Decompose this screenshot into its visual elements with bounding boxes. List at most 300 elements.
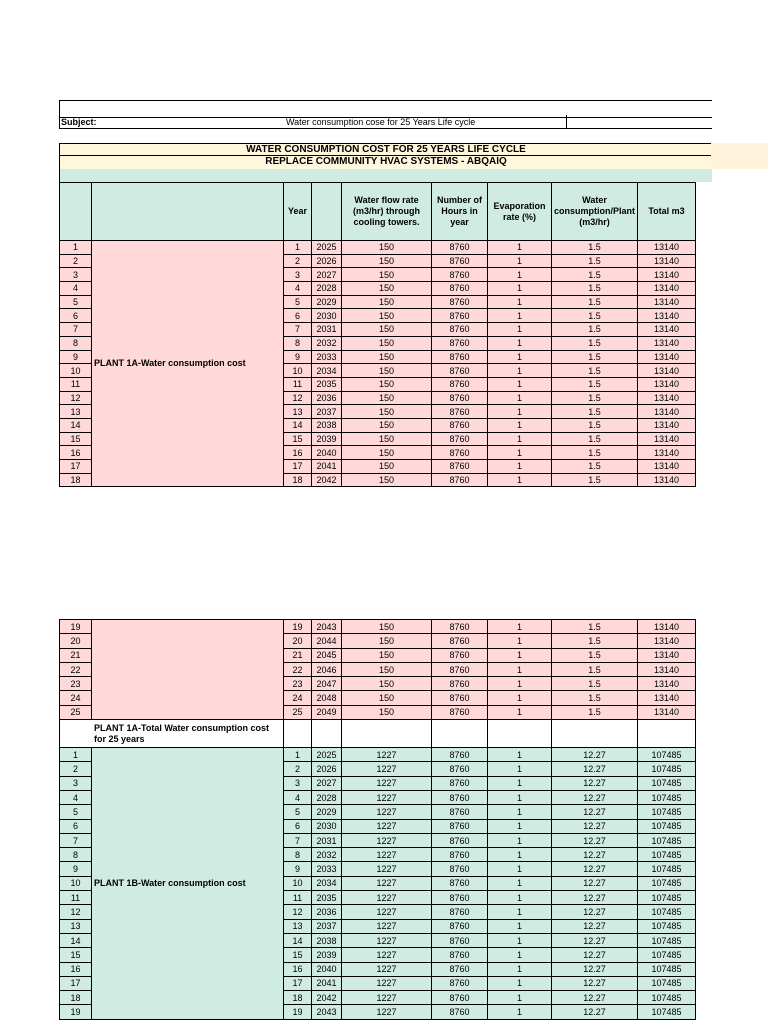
row-number: 18	[284, 991, 312, 1005]
row-wc: 1.5	[552, 254, 638, 268]
row-hours: 8760	[432, 1005, 488, 1019]
row-number: 8	[284, 848, 312, 862]
row-number: 7	[284, 323, 312, 337]
row-hours: 8760	[432, 833, 488, 847]
header-evap: Evaporation rate (%)	[488, 183, 552, 241]
plant-label-empty	[92, 620, 284, 720]
row-wc: 12.27	[552, 905, 638, 919]
row-total: 13140	[638, 282, 696, 296]
subject-label: Subject:	[61, 117, 97, 127]
row-flow: 1227	[342, 962, 432, 976]
table-row	[60, 241, 696, 255]
row-year: 2031	[312, 833, 342, 847]
row-evap: 1	[488, 295, 552, 309]
row-evap: 1	[488, 377, 552, 391]
row-year: 2039	[312, 948, 342, 962]
header-strip	[59, 169, 712, 182]
row-number: 24	[284, 691, 312, 705]
row-index: 14	[60, 418, 92, 432]
row-index: 7	[60, 323, 92, 337]
row-index: 14	[60, 933, 92, 947]
row-wc: 1.5	[552, 662, 638, 676]
row-index: 16	[60, 446, 92, 460]
row-hours: 8760	[432, 377, 488, 391]
row-hours: 8760	[432, 634, 488, 648]
row-flow: 150	[342, 268, 432, 282]
row-year: 2032	[312, 336, 342, 350]
total-cell	[488, 720, 552, 748]
row-evap: 1	[488, 691, 552, 705]
row-evap: 1	[488, 748, 552, 762]
row-year: 2031	[312, 323, 342, 337]
subject-divider	[566, 115, 567, 128]
row-hours: 8760	[432, 705, 488, 719]
row-hours: 8760	[432, 405, 488, 419]
row-index: 19	[60, 620, 92, 634]
row-number: 3	[284, 776, 312, 790]
row-year: 2035	[312, 377, 342, 391]
row-flow: 150	[342, 677, 432, 691]
row-total: 107485	[638, 819, 696, 833]
total-cell	[312, 720, 342, 748]
row-evap: 1	[488, 336, 552, 350]
row-total: 13140	[638, 620, 696, 634]
row-wc: 1.5	[552, 295, 638, 309]
table-plant-1a-part1	[59, 182, 696, 487]
row-flow: 1227	[342, 948, 432, 962]
row-index: 12	[60, 905, 92, 919]
row-total: 13140	[638, 336, 696, 350]
row-year: 2037	[312, 405, 342, 419]
row-year: 2043	[312, 620, 342, 634]
row-wc: 1.5	[552, 705, 638, 719]
row-index: 13	[60, 919, 92, 933]
row-number: 21	[284, 648, 312, 662]
row-evap: 1	[488, 473, 552, 487]
row-flow: 1227	[342, 933, 432, 947]
row-evap: 1	[488, 391, 552, 405]
row-evap: 1	[488, 891, 552, 905]
row-year: 2028	[312, 790, 342, 804]
row-wc: 1.5	[552, 418, 638, 432]
row-number: 10	[284, 364, 312, 378]
table-plant-1a-part2	[59, 619, 696, 1020]
row-number: 18	[284, 473, 312, 487]
row-number: 3	[284, 268, 312, 282]
row-wc: 1.5	[552, 364, 638, 378]
header-year-value	[312, 183, 342, 241]
row-wc: 12.27	[552, 976, 638, 990]
row-number: 17	[284, 460, 312, 474]
row-index: 25	[60, 705, 92, 719]
row-year: 2041	[312, 460, 342, 474]
row-number: 5	[284, 805, 312, 819]
row-year: 2025	[312, 241, 342, 255]
row-hours: 8760	[432, 819, 488, 833]
row-year: 2030	[312, 819, 342, 833]
row-total: 13140	[638, 391, 696, 405]
row-flow: 1227	[342, 790, 432, 804]
row-year: 2034	[312, 364, 342, 378]
row-hours: 8760	[432, 268, 488, 282]
row-index: 1	[60, 241, 92, 255]
row-wc: 12.27	[552, 876, 638, 890]
title-divider	[59, 155, 711, 156]
row-flow: 150	[342, 309, 432, 323]
row-total: 13140	[638, 418, 696, 432]
row-flow: 150	[342, 350, 432, 364]
row-evap: 1	[488, 350, 552, 364]
row-total: 13140	[638, 364, 696, 378]
row-total: 13140	[638, 323, 696, 337]
row-hours: 8760	[432, 620, 488, 634]
row-number: 17	[284, 976, 312, 990]
row-wc: 12.27	[552, 805, 638, 819]
row-hours: 8760	[432, 350, 488, 364]
row-wc: 12.27	[552, 762, 638, 776]
row-wc: 1.5	[552, 377, 638, 391]
row-hours: 8760	[432, 933, 488, 947]
row-wc: 1.5	[552, 268, 638, 282]
row-flow: 1227	[342, 991, 432, 1005]
row-wc: 12.27	[552, 833, 638, 847]
row-flow: 1227	[342, 805, 432, 819]
row-index: 15	[60, 948, 92, 962]
total-cell	[552, 720, 638, 748]
row-year: 2038	[312, 933, 342, 947]
row-hours: 8760	[432, 991, 488, 1005]
row-index: 9	[60, 350, 92, 364]
row-hours: 8760	[432, 418, 488, 432]
row-index: 13	[60, 405, 92, 419]
row-year: 2029	[312, 295, 342, 309]
row-hours: 8760	[432, 876, 488, 890]
row-evap: 1	[488, 620, 552, 634]
row-year: 2037	[312, 919, 342, 933]
table-row	[60, 748, 696, 762]
row-year: 2041	[312, 976, 342, 990]
row-index: 2	[60, 254, 92, 268]
row-year: 2033	[312, 350, 342, 364]
row-flow: 150	[342, 634, 432, 648]
row-year: 2038	[312, 418, 342, 432]
row-wc: 12.27	[552, 948, 638, 962]
header-label	[92, 183, 284, 241]
row-flow: 150	[342, 648, 432, 662]
row-index: 17	[60, 976, 92, 990]
row-flow: 150	[342, 282, 432, 296]
row-index: 22	[60, 662, 92, 676]
row-year: 2039	[312, 432, 342, 446]
row-flow: 1227	[342, 1005, 432, 1019]
row-evap: 1	[488, 833, 552, 847]
row-flow: 150	[342, 241, 432, 255]
row-evap: 1	[488, 790, 552, 804]
row-flow: 150	[342, 473, 432, 487]
row-hours: 8760	[432, 962, 488, 976]
row-hours: 8760	[432, 790, 488, 804]
row-number: 15	[284, 432, 312, 446]
row-total: 107485	[638, 976, 696, 990]
row-index: 11	[60, 891, 92, 905]
row-year: 2044	[312, 634, 342, 648]
row-hours: 8760	[432, 432, 488, 446]
row-evap: 1	[488, 762, 552, 776]
row-wc: 1.5	[552, 677, 638, 691]
row-year: 2030	[312, 309, 342, 323]
row-evap: 1	[488, 919, 552, 933]
row-year: 2028	[312, 282, 342, 296]
row-number: 23	[284, 677, 312, 691]
row-index: 19	[60, 1005, 92, 1019]
row-evap: 1	[488, 634, 552, 648]
row-number: 6	[284, 819, 312, 833]
header-hours: Number of Hours in year	[432, 183, 488, 241]
row-total: 107485	[638, 762, 696, 776]
row-wc: 1.5	[552, 350, 638, 364]
row-total: 13140	[638, 705, 696, 719]
header-total: Total m3	[638, 183, 696, 241]
row-total: 107485	[638, 891, 696, 905]
row-year: 2033	[312, 862, 342, 876]
row-hours: 8760	[432, 691, 488, 705]
row-wc: 12.27	[552, 891, 638, 905]
row-number: 13	[284, 919, 312, 933]
row-year: 2026	[312, 762, 342, 776]
row-total: 107485	[638, 876, 696, 890]
row-number: 11	[284, 377, 312, 391]
row-wc: 12.27	[552, 848, 638, 862]
row-wc: 1.5	[552, 241, 638, 255]
row-evap: 1	[488, 323, 552, 337]
row-wc: 1.5	[552, 432, 638, 446]
row-number: 9	[284, 862, 312, 876]
row-wc: 1.5	[552, 634, 638, 648]
row-number: 16	[284, 962, 312, 976]
row-number: 11	[284, 891, 312, 905]
row-flow: 150	[342, 323, 432, 337]
row-number: 6	[284, 309, 312, 323]
row-total: 107485	[638, 848, 696, 862]
row-evap: 1	[488, 705, 552, 719]
row-wc: 1.5	[552, 460, 638, 474]
row-number: 13	[284, 405, 312, 419]
row-evap: 1	[488, 460, 552, 474]
total-cell	[638, 720, 696, 748]
row-number: 25	[284, 705, 312, 719]
row-total: 13140	[638, 295, 696, 309]
row-number: 14	[284, 933, 312, 947]
row-total: 107485	[638, 776, 696, 790]
row-flow: 1227	[342, 876, 432, 890]
plant-label: PLANT 1B-Water consumption cost	[92, 748, 284, 1020]
row-index: 17	[60, 460, 92, 474]
row-number: 19	[284, 620, 312, 634]
row-hours: 8760	[432, 976, 488, 990]
row-number: 2	[284, 762, 312, 776]
row-evap: 1	[488, 1005, 552, 1019]
row-flow: 150	[342, 254, 432, 268]
row-wc: 1.5	[552, 391, 638, 405]
row-number: 12	[284, 391, 312, 405]
row-wc: 12.27	[552, 862, 638, 876]
row-number: 15	[284, 948, 312, 962]
row-flow: 150	[342, 691, 432, 705]
row-hours: 8760	[432, 323, 488, 337]
row-flow: 150	[342, 336, 432, 350]
row-index: 3	[60, 268, 92, 282]
row-total: 13140	[638, 254, 696, 268]
row-evap: 1	[488, 976, 552, 990]
header-year: Year	[284, 183, 312, 241]
row-number: 14	[284, 418, 312, 432]
row-flow: 150	[342, 377, 432, 391]
row-wc: 1.5	[552, 648, 638, 662]
row-total: 13140	[638, 350, 696, 364]
row-wc: 12.27	[552, 962, 638, 976]
row-evap: 1	[488, 991, 552, 1005]
row-year: 2025	[312, 748, 342, 762]
row-evap: 1	[488, 862, 552, 876]
row-index: 4	[60, 282, 92, 296]
row-flow: 1227	[342, 905, 432, 919]
row-index: 3	[60, 776, 92, 790]
row-index: 10	[60, 364, 92, 378]
row-total: 13140	[638, 648, 696, 662]
row-number: 16	[284, 446, 312, 460]
row-wc: 1.5	[552, 691, 638, 705]
row-flow: 1227	[342, 819, 432, 833]
row-hours: 8760	[432, 891, 488, 905]
row-evap: 1	[488, 446, 552, 460]
row-year: 2027	[312, 776, 342, 790]
row-evap: 1	[488, 268, 552, 282]
row-index: 23	[60, 677, 92, 691]
row-total: 13140	[638, 268, 696, 282]
row-number: 4	[284, 790, 312, 804]
row-index: 15	[60, 432, 92, 446]
row-hours: 8760	[432, 241, 488, 255]
row-number: 22	[284, 662, 312, 676]
row-wc: 1.5	[552, 473, 638, 487]
row-flow: 1227	[342, 862, 432, 876]
row-evap: 1	[488, 241, 552, 255]
row-wc: 12.27	[552, 1005, 638, 1019]
row-total: 13140	[638, 405, 696, 419]
row-index: 21	[60, 648, 92, 662]
total-cell	[342, 720, 432, 748]
side-highlight	[711, 143, 768, 169]
row-year: 2043	[312, 1005, 342, 1019]
row-flow: 150	[342, 432, 432, 446]
row-hours: 8760	[432, 309, 488, 323]
row-flow: 1227	[342, 776, 432, 790]
row-hours: 8760	[432, 391, 488, 405]
row-flow: 150	[342, 620, 432, 634]
row-hours: 8760	[432, 460, 488, 474]
title-line-1: WATER CONSUMPTION COST FOR 25 YEARS LIFE CYCLE	[246, 144, 526, 155]
row-evap: 1	[488, 948, 552, 962]
row-year: 2032	[312, 848, 342, 862]
row-hours: 8760	[432, 748, 488, 762]
row-wc: 1.5	[552, 620, 638, 634]
row-year: 2045	[312, 648, 342, 662]
row-total: 13140	[638, 446, 696, 460]
row-wc: 1.5	[552, 405, 638, 419]
row-evap: 1	[488, 432, 552, 446]
row-evap: 1	[488, 905, 552, 919]
row-year: 2035	[312, 891, 342, 905]
row-year: 2042	[312, 991, 342, 1005]
row-wc: 1.5	[552, 336, 638, 350]
row-evap: 1	[488, 805, 552, 819]
row-total: 107485	[638, 805, 696, 819]
row-index: 7	[60, 833, 92, 847]
row-total: 13140	[638, 677, 696, 691]
row-total: 107485	[638, 948, 696, 962]
row-year: 2034	[312, 876, 342, 890]
row-index: 6	[60, 309, 92, 323]
row-hours: 8760	[432, 648, 488, 662]
row-index: 20	[60, 634, 92, 648]
row-wc: 12.27	[552, 819, 638, 833]
row-year: 2026	[312, 254, 342, 268]
row-hours: 8760	[432, 364, 488, 378]
subject-value: Water consumption cose for 25 Years Life cycle	[286, 117, 476, 127]
row-hours: 8760	[432, 473, 488, 487]
row-hours: 8760	[432, 282, 488, 296]
row-index: 1	[60, 748, 92, 762]
row-hours: 8760	[432, 862, 488, 876]
row-index: 24	[60, 691, 92, 705]
row-wc: 12.27	[552, 991, 638, 1005]
row-year: 2042	[312, 473, 342, 487]
row-flow: 150	[342, 295, 432, 309]
row-index: 5	[60, 295, 92, 309]
row-flow: 150	[342, 405, 432, 419]
row-number: 1	[284, 748, 312, 762]
header-flow: Water flow rate (m3/hr) through cooling towers.	[342, 183, 432, 241]
row-number: 8	[284, 336, 312, 350]
row-index: 5	[60, 805, 92, 819]
row-total: 13140	[638, 432, 696, 446]
row-hours: 8760	[432, 677, 488, 691]
row-wc: 12.27	[552, 748, 638, 762]
row-evap: 1	[488, 282, 552, 296]
row-evap: 1	[488, 776, 552, 790]
title-line-2: REPLACE COMMUNITY HVAC SYSTEMS - ABQAIQ	[265, 156, 507, 167]
row-index: 10	[60, 876, 92, 890]
row-total: 107485	[638, 991, 696, 1005]
row-flow: 1227	[342, 833, 432, 847]
row-flow: 1227	[342, 762, 432, 776]
row-year: 2040	[312, 962, 342, 976]
row-flow: 150	[342, 364, 432, 378]
row-index: 18	[60, 991, 92, 1005]
row-flow: 1227	[342, 748, 432, 762]
row-index: 2	[60, 762, 92, 776]
plant-label: PLANT 1A-Water consumption cost	[92, 241, 284, 487]
row-index: 9	[60, 862, 92, 876]
row-hours: 8760	[432, 662, 488, 676]
row-evap: 1	[488, 405, 552, 419]
row-evap: 1	[488, 876, 552, 890]
row-number: 10	[284, 876, 312, 890]
row-flow: 150	[342, 705, 432, 719]
row-number: 20	[284, 634, 312, 648]
row-year: 2049	[312, 705, 342, 719]
row-flow: 150	[342, 418, 432, 432]
